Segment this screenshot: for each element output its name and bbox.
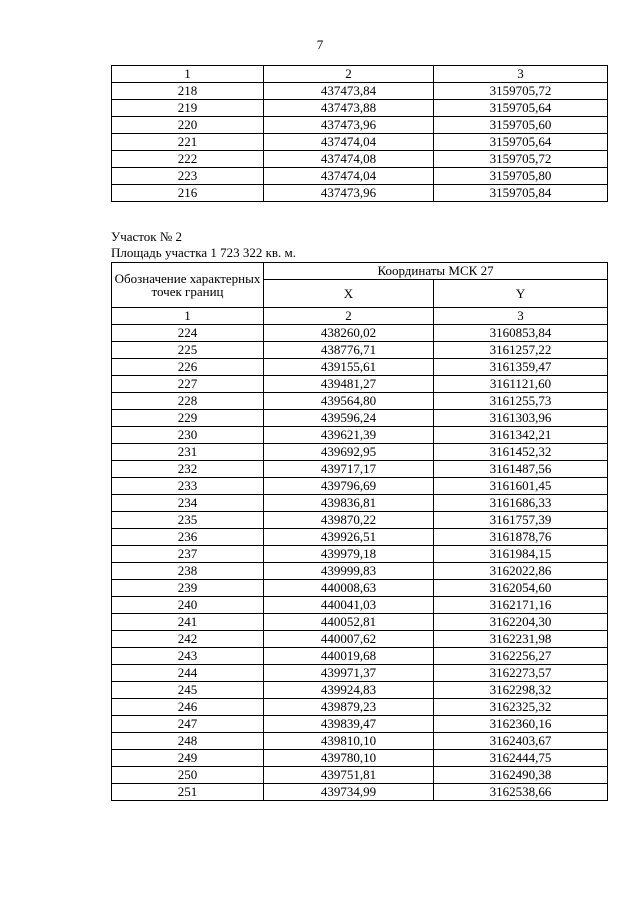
y-coordinate-cell: 3159705,60 xyxy=(434,117,608,134)
y-coordinate-cell: 3162054,60 xyxy=(434,580,608,597)
table-row xyxy=(112,648,608,665)
y-coordinate-cell: 3161757,39 xyxy=(434,512,608,529)
point-id-cell: 223 xyxy=(112,168,264,185)
x-coordinate-cell: 439839,47 xyxy=(264,716,434,733)
y-coordinate-cell: 3159705,72 xyxy=(434,151,608,168)
x-coordinate-cell: 439971,37 xyxy=(264,665,434,682)
y-coordinate-cell: 3162171,16 xyxy=(434,597,608,614)
x-coordinate-cell: 439481,27 xyxy=(264,376,434,393)
point-id-cell: 251 xyxy=(112,784,264,801)
point-id-cell: 232 xyxy=(112,461,264,478)
point-id-cell: 234 xyxy=(112,495,264,512)
x-coordinate-cell: 437473,96 xyxy=(264,185,434,202)
table-row xyxy=(112,376,608,393)
y-coordinate-cell: 3162444,75 xyxy=(434,750,608,767)
table-row xyxy=(112,631,608,648)
y-coordinate-cell: 3161342,21 xyxy=(434,427,608,444)
table-row xyxy=(112,682,608,699)
y-coordinate-cell: 3162360,16 xyxy=(434,716,608,733)
column-number-cell: 1 xyxy=(112,308,264,325)
table-row xyxy=(112,83,608,100)
table-header-row xyxy=(112,263,608,280)
top-table-body xyxy=(112,66,608,202)
point-id-cell: 227 xyxy=(112,376,264,393)
y-coordinate-cell: 3162256,27 xyxy=(434,648,608,665)
point-id-cell: 237 xyxy=(112,546,264,563)
x-coordinate-cell: 439796,69 xyxy=(264,478,434,495)
header-coords-cell: Координаты МСК 27 xyxy=(264,263,608,280)
table-row xyxy=(112,427,608,444)
y-coordinate-cell: 3161686,33 xyxy=(434,495,608,512)
table-row xyxy=(112,767,608,784)
point-id-cell: 236 xyxy=(112,529,264,546)
point-id-cell: 249 xyxy=(112,750,264,767)
table-row xyxy=(112,444,608,461)
y-coordinate-cell: 3159705,84 xyxy=(434,185,608,202)
point-id-cell: 243 xyxy=(112,648,264,665)
y-coordinate-cell: 3162273,57 xyxy=(434,665,608,682)
table-row xyxy=(112,478,608,495)
point-id-cell: 248 xyxy=(112,733,264,750)
y-coordinate-cell: 3161257,22 xyxy=(434,342,608,359)
point-id-cell: 222 xyxy=(112,151,264,168)
point-id-cell: 221 xyxy=(112,134,264,151)
y-coordinate-cell: 3159705,64 xyxy=(434,134,608,151)
table-numbering-row xyxy=(112,308,608,325)
table-row xyxy=(112,342,608,359)
point-id-cell: 224 xyxy=(112,325,264,342)
x-coordinate-cell: 438260,02 xyxy=(264,325,434,342)
table-row xyxy=(112,665,608,682)
point-id-cell: 246 xyxy=(112,699,264,716)
table-row xyxy=(112,563,608,580)
column-number-cell: 2 xyxy=(264,308,434,325)
table-row xyxy=(112,614,608,631)
table-row xyxy=(112,185,608,202)
column-number-cell: 3 xyxy=(434,308,608,325)
x-coordinate-cell: 439924,83 xyxy=(264,682,434,699)
coordinates-table-continued xyxy=(111,65,608,202)
table-row xyxy=(112,512,608,529)
table-row xyxy=(112,716,608,733)
y-coordinate-cell: 3162204,30 xyxy=(434,614,608,631)
point-id-cell: 216 xyxy=(112,185,264,202)
x-coordinate-cell: 440052,81 xyxy=(264,614,434,631)
point-id-cell: 241 xyxy=(112,614,264,631)
y-coordinate-cell: 3162403,67 xyxy=(434,733,608,750)
point-id-cell: 247 xyxy=(112,716,264,733)
header-points-cell: Обозначение характерных точек границ xyxy=(112,263,264,308)
x-coordinate-cell: 439780,10 xyxy=(264,750,434,767)
point-id-cell: 231 xyxy=(112,444,264,461)
table-row xyxy=(112,151,608,168)
x-coordinate-cell: 439564,80 xyxy=(264,393,434,410)
point-id-cell: 240 xyxy=(112,597,264,614)
table-header-row xyxy=(112,66,608,83)
y-coordinate-cell: 3162298,32 xyxy=(434,682,608,699)
header-x-cell: X xyxy=(264,280,434,308)
x-coordinate-cell: 440008,63 xyxy=(264,580,434,597)
y-coordinate-cell: 3161255,73 xyxy=(434,393,608,410)
y-coordinate-cell: 3162231,98 xyxy=(434,631,608,648)
table-row xyxy=(112,733,608,750)
y-coordinate-cell: 3161359,47 xyxy=(434,359,608,376)
column-number-cell: 2 xyxy=(264,66,434,83)
table-row xyxy=(112,117,608,134)
y-coordinate-cell: 3161601,45 xyxy=(434,478,608,495)
x-coordinate-cell: 439879,23 xyxy=(264,699,434,716)
table-row xyxy=(112,100,608,117)
x-coordinate-cell: 439596,24 xyxy=(264,410,434,427)
point-id-cell: 235 xyxy=(112,512,264,529)
y-coordinate-cell: 3162490,38 xyxy=(434,767,608,784)
table-row xyxy=(112,134,608,151)
y-coordinate-cell: 3162325,32 xyxy=(434,699,608,716)
point-id-cell: 230 xyxy=(112,427,264,444)
table-row xyxy=(112,784,608,801)
table-row xyxy=(112,325,608,342)
x-coordinate-cell: 438776,71 xyxy=(264,342,434,359)
x-coordinate-cell: 439621,39 xyxy=(264,427,434,444)
y-coordinate-cell: 3162022,86 xyxy=(434,563,608,580)
x-coordinate-cell: 439999,83 xyxy=(264,563,434,580)
x-coordinate-cell: 440041,03 xyxy=(264,597,434,614)
x-coordinate-cell: 437474,04 xyxy=(264,134,434,151)
table-row xyxy=(112,597,608,614)
plot-area-text: Площадь участка 1 723 322 кв. м. xyxy=(111,245,297,260)
column-number-cell: 1 xyxy=(112,66,264,83)
x-coordinate-cell: 439734,99 xyxy=(264,784,434,801)
x-coordinate-cell: 440007,62 xyxy=(264,631,434,648)
x-coordinate-cell: 439692,95 xyxy=(264,444,434,461)
x-coordinate-cell: 437473,96 xyxy=(264,117,434,134)
y-coordinate-cell: 3161303,96 xyxy=(434,410,608,427)
table-row xyxy=(112,750,608,767)
table-row xyxy=(112,410,608,427)
x-coordinate-cell: 439810,10 xyxy=(264,733,434,750)
main-table-body xyxy=(112,263,608,801)
point-id-cell: 226 xyxy=(112,359,264,376)
plot-title: Участок № 2 xyxy=(111,229,183,244)
table-row xyxy=(112,529,608,546)
x-coordinate-cell: 437473,84 xyxy=(264,83,434,100)
column-number-cell: 3 xyxy=(434,66,608,83)
point-id-cell: 238 xyxy=(112,563,264,580)
y-coordinate-cell: 3161487,56 xyxy=(434,461,608,478)
y-coordinate-cell: 3161984,15 xyxy=(434,546,608,563)
point-id-cell: 244 xyxy=(112,665,264,682)
point-id-cell: 220 xyxy=(112,117,264,134)
x-coordinate-cell: 439926,51 xyxy=(264,529,434,546)
page-number: 7 xyxy=(316,37,324,52)
x-coordinate-cell: 439870,22 xyxy=(264,512,434,529)
y-coordinate-cell: 3161121,60 xyxy=(434,376,608,393)
table-row xyxy=(112,546,608,563)
y-coordinate-cell: 3159705,80 xyxy=(434,168,608,185)
point-id-cell: 225 xyxy=(112,342,264,359)
table-row xyxy=(112,393,608,410)
y-coordinate-cell: 3161878,76 xyxy=(434,529,608,546)
point-id-cell: 245 xyxy=(112,682,264,699)
y-coordinate-cell: 3159705,72 xyxy=(434,83,608,100)
point-id-cell: 219 xyxy=(112,100,264,117)
point-id-cell: 233 xyxy=(112,478,264,495)
y-coordinate-cell: 3159705,64 xyxy=(434,100,608,117)
x-coordinate-cell: 437474,08 xyxy=(264,151,434,168)
x-coordinate-cell: 439979,18 xyxy=(264,546,434,563)
table-row xyxy=(112,359,608,376)
y-coordinate-cell: 3160853,84 xyxy=(434,325,608,342)
table-row xyxy=(112,168,608,185)
table-row xyxy=(112,495,608,512)
x-coordinate-cell: 439155,61 xyxy=(264,359,434,376)
point-id-cell: 218 xyxy=(112,83,264,100)
header-y-cell: Y xyxy=(434,280,608,308)
y-coordinate-cell: 3161452,32 xyxy=(434,444,608,461)
point-id-cell: 228 xyxy=(112,393,264,410)
x-coordinate-cell: 437474,04 xyxy=(264,168,434,185)
x-coordinate-cell: 440019,68 xyxy=(264,648,434,665)
table-row xyxy=(112,461,608,478)
point-id-cell: 239 xyxy=(112,580,264,597)
table-row xyxy=(112,580,608,597)
point-id-cell: 242 xyxy=(112,631,264,648)
x-coordinate-cell: 437473,88 xyxy=(264,100,434,117)
y-coordinate-cell: 3162538,66 xyxy=(434,784,608,801)
x-coordinate-cell: 439836,81 xyxy=(264,495,434,512)
point-id-cell: 229 xyxy=(112,410,264,427)
point-id-cell: 250 xyxy=(112,767,264,784)
x-coordinate-cell: 439751,81 xyxy=(264,767,434,784)
x-coordinate-cell: 439717,17 xyxy=(264,461,434,478)
coordinates-table xyxy=(111,262,608,801)
table-row xyxy=(112,699,608,716)
